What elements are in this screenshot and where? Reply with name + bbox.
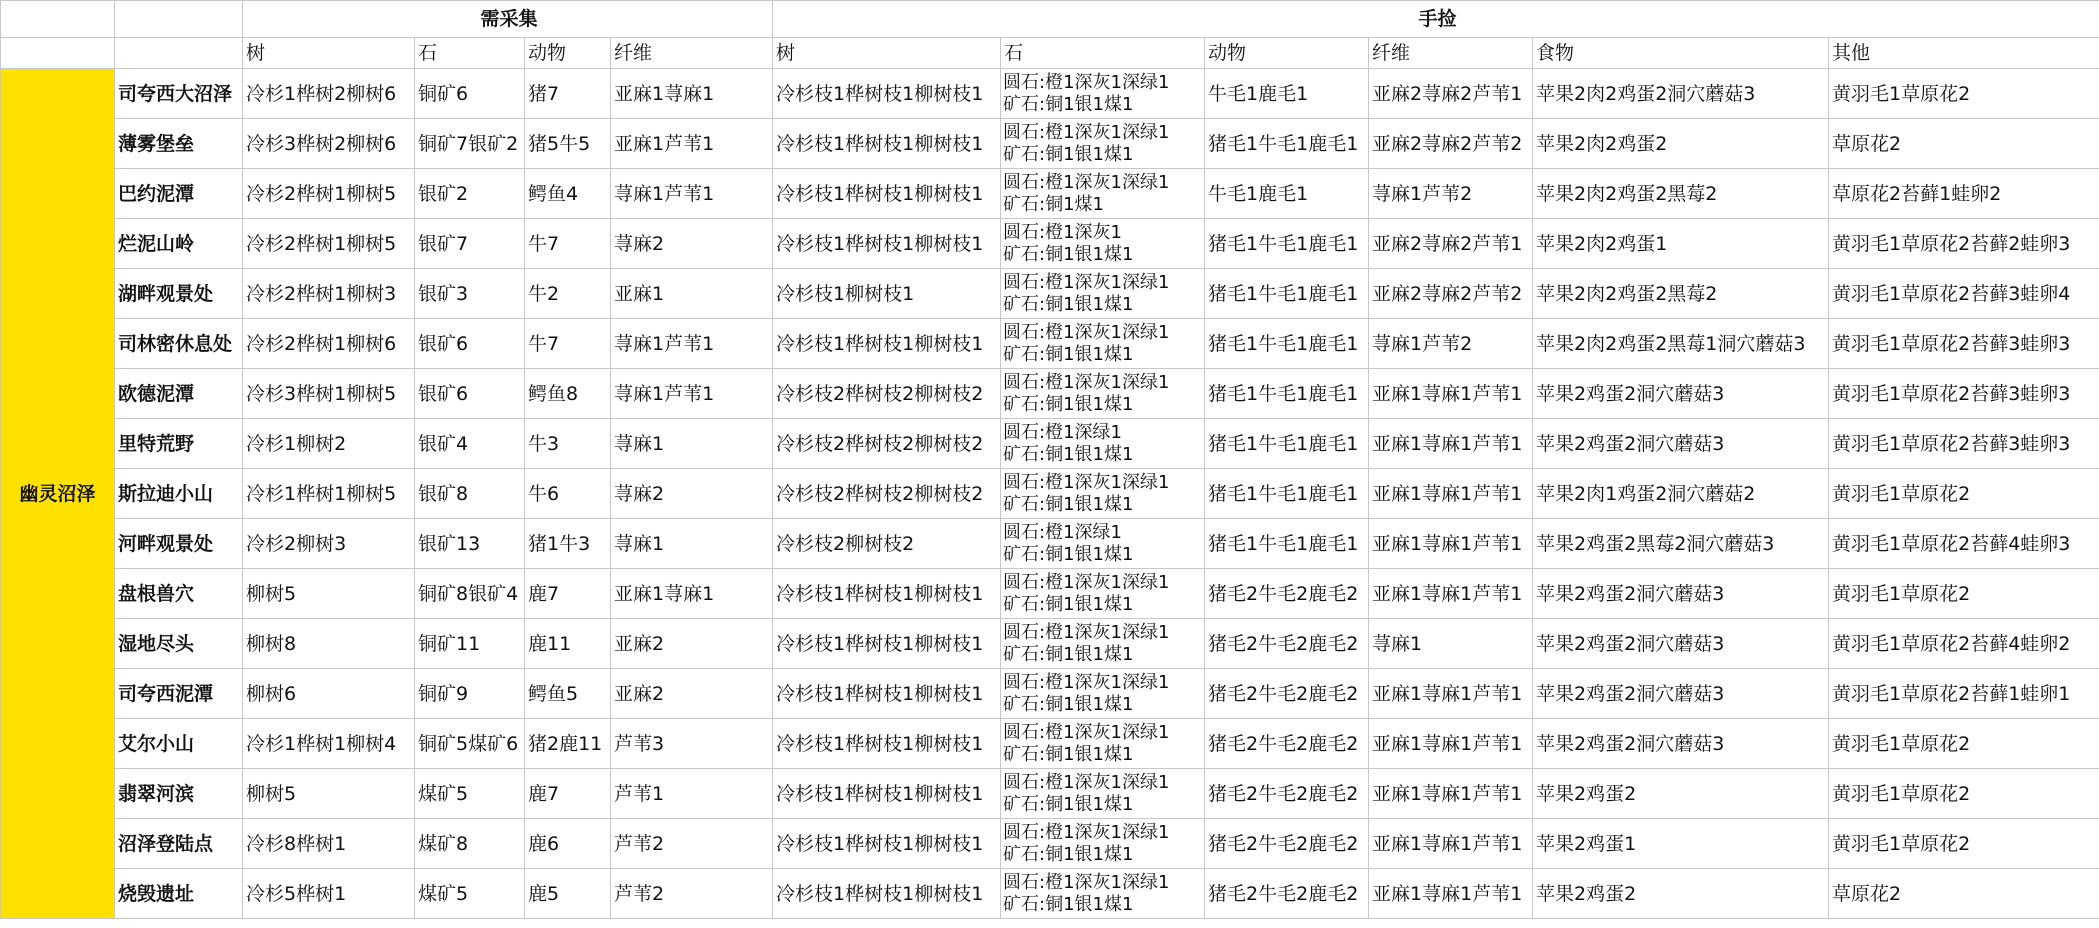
- pickup-tree-cell[interactable]: 冷杉枝1柳树枝1: [773, 269, 1001, 319]
- pickup-other-cell[interactable]: 黄羽毛1草原花2苔藓2蛙卵3: [1829, 219, 2099, 269]
- gather-fiber-cell[interactable]: 亚麻1荨麻1: [611, 69, 773, 119]
- location-name-cell[interactable]: 司夸西大沼泽: [115, 69, 243, 119]
- pickup-stone-cell[interactable]: [1001, 819, 1205, 869]
- gather-fiber-cell[interactable]: 荨麻1芦苇1: [611, 369, 773, 419]
- gather-tree-cell[interactable]: 冷杉1桦树2柳树6: [243, 69, 415, 119]
- stone-line: 圆石:橙1深灰1深绿1: [1003, 721, 1170, 743]
- gather-fiber-cell[interactable]: 亚麻2: [611, 669, 773, 719]
- pickup-tree-cell[interactable]: 冷杉枝2桦树枝2柳树枝2: [773, 369, 1001, 419]
- pickup-stone-cell[interactable]: [1001, 469, 1205, 519]
- pickup-other-cell[interactable]: 黄羽毛1草原花2: [1829, 819, 2099, 869]
- pickup-other-cell[interactable]: 黄羽毛1草原花2: [1829, 569, 2099, 619]
- pickup-stone-cell[interactable]: [1001, 519, 1205, 569]
- ore-line: 矿石:铜1银1煤1: [1003, 893, 1134, 915]
- pickup-other-cell[interactable]: 黄羽毛1草原花2苔藓3蛙卵4: [1829, 269, 2099, 319]
- pickup-food-cell[interactable]: 苹果2鸡蛋2洞穴蘑菇3: [1533, 669, 1829, 719]
- gather-stone-cell[interactable]: 煤矿5: [415, 769, 525, 819]
- stone-line: 圆石:橙1深灰1深绿1: [1003, 671, 1170, 693]
- gather-tree-cell[interactable]: 冷杉3桦树1柳树5: [243, 369, 415, 419]
- pickup-animal-cell[interactable]: 猪毛1牛毛1鹿毛1: [1205, 419, 1369, 469]
- ore-line: 矿石:铜1煤1: [1003, 193, 1104, 215]
- ore-line: 矿石:铜1银1煤1: [1003, 93, 1134, 115]
- ore-line: 矿石:铜1银1煤1: [1003, 743, 1134, 765]
- gather-animal-cell[interactable]: 鹿6: [525, 819, 611, 869]
- gather-tree-cell[interactable]: 柳树8: [243, 619, 415, 669]
- gather-tree-cell[interactable]: 冷杉2桦树1柳树5: [243, 219, 415, 269]
- pickup-fiber-cell[interactable]: 亚麻1荨麻1芦苇1: [1369, 669, 1533, 719]
- gather-tree-cell[interactable]: 冷杉5桦树1: [243, 869, 415, 919]
- gather-stone-cell[interactable]: 煤矿8: [415, 819, 525, 869]
- pickup-tree-cell[interactable]: 冷杉枝2桦树枝2柳树枝2: [773, 469, 1001, 519]
- gather-animal-cell[interactable]: 猪1牛3: [525, 519, 611, 569]
- ore-line: 矿石:铜1银1煤1: [1003, 543, 1134, 565]
- pickup-fiber-cell[interactable]: 亚麻1荨麻1芦苇1: [1369, 469, 1533, 519]
- pickup-animal-cell[interactable]: 猪毛1牛毛1鹿毛1: [1205, 469, 1369, 519]
- pickup-tree-cell[interactable]: 冷杉枝1桦树枝1柳树枝1: [773, 319, 1001, 369]
- pickup-fiber-cell[interactable]: 亚麻2荨麻2芦苇2: [1369, 269, 1533, 319]
- pickup-food-cell[interactable]: 苹果2鸡蛋2: [1533, 869, 1829, 919]
- pickup-other-cell[interactable]: 黄羽毛1草原花2: [1829, 769, 2099, 819]
- pickup-animal-cell[interactable]: 猪毛1牛毛1鹿毛1: [1205, 519, 1369, 569]
- gather-animal-cell[interactable]: 鹿5: [525, 869, 611, 919]
- pickup-stone-cell[interactable]: [1001, 669, 1205, 719]
- pickup-fiber-cell[interactable]: 荨麻1: [1369, 619, 1533, 669]
- pickup-food-cell[interactable]: 苹果2鸡蛋2洞穴蘑菇3: [1533, 619, 1829, 669]
- gather-fiber-cell[interactable]: 亚麻2: [611, 619, 773, 669]
- ore-line: 矿石:铜1银1煤1: [1003, 243, 1134, 265]
- pickup-stone-cell[interactable]: [1001, 419, 1205, 469]
- gather-stone-cell[interactable]: 银矿3: [415, 269, 525, 319]
- gather-animal-cell[interactable]: 牛6: [525, 469, 611, 519]
- gather-tree-cell[interactable]: 冷杉2柳树3: [243, 519, 415, 569]
- blank-cell[interactable]: [1, 1, 115, 38]
- region-cell[interactable]: 幽灵沼泽: [1, 69, 115, 919]
- gather-tree-cell[interactable]: 冷杉1柳树2: [243, 419, 415, 469]
- pickup-food-cell[interactable]: 苹果2鸡蛋2黑莓2洞穴蘑菇3: [1533, 519, 1829, 569]
- table-row: [1, 719, 2099, 769]
- pickup-food-cell[interactable]: 苹果2肉2鸡蛋1: [1533, 219, 1829, 269]
- pickup-tree-cell[interactable]: 冷杉枝2柳树枝2: [773, 519, 1001, 569]
- stone-line: 圆石:橙1深灰1深绿1: [1003, 271, 1170, 293]
- gather-tree-cell[interactable]: 冷杉2桦树1柳树6: [243, 319, 415, 369]
- col-header-pickup-other[interactable]: 其他: [1829, 38, 2099, 69]
- gather-tree-cell[interactable]: 柳树5: [243, 569, 415, 619]
- pickup-food-cell[interactable]: 苹果2鸡蛋2洞穴蘑菇3: [1533, 569, 1829, 619]
- pickup-fiber-cell[interactable]: 亚麻1荨麻1芦苇1: [1369, 569, 1533, 619]
- col-header-pickup-stone[interactable]: 石: [1001, 38, 1205, 69]
- pickup-tree-cell[interactable]: 冷杉枝1桦树枝1柳树枝1: [773, 619, 1001, 669]
- col-header-pickup-tree[interactable]: 树: [773, 38, 1001, 69]
- location-name-cell[interactable]: 河畔观景处: [115, 519, 243, 569]
- location-name-cell[interactable]: 司夸西泥潭: [115, 669, 243, 719]
- pickup-stone-cell[interactable]: [1001, 769, 1205, 819]
- pickup-fiber-cell[interactable]: 亚麻1荨麻1芦苇1: [1369, 719, 1533, 769]
- gather-tree-cell[interactable]: 冷杉8桦树1: [243, 819, 415, 869]
- gather-stone-cell[interactable]: 铜矿9: [415, 669, 525, 719]
- gather-animal-cell[interactable]: 鹿7: [525, 569, 611, 619]
- pickup-tree-cell[interactable]: 冷杉枝1桦树枝1柳树枝1: [773, 219, 1001, 269]
- gather-tree-cell[interactable]: 冷杉1桦树1柳树4: [243, 719, 415, 769]
- pickup-food-cell[interactable]: 苹果2肉2鸡蛋2黑莓2: [1533, 169, 1829, 219]
- table-row: [1, 869, 2099, 919]
- pickup-stone-cell[interactable]: [1001, 219, 1205, 269]
- gather-fiber-cell[interactable]: 亚麻1荨麻1: [611, 569, 773, 619]
- table-row: [1, 769, 2099, 819]
- pickup-stone-cell[interactable]: [1001, 569, 1205, 619]
- gather-animal-cell[interactable]: 牛3: [525, 419, 611, 469]
- gather-animal-cell[interactable]: 鳄鱼5: [525, 669, 611, 719]
- pickup-food-cell[interactable]: 苹果2鸡蛋2洞穴蘑菇3: [1533, 419, 1829, 469]
- col-header-pickup-fiber[interactable]: 纤维: [1369, 38, 1533, 69]
- gather-fiber-cell[interactable]: 亚麻1芦苇1: [611, 119, 773, 169]
- pickup-stone-cell[interactable]: [1001, 619, 1205, 669]
- stone-line: 圆石:橙1深绿1: [1003, 521, 1122, 543]
- pickup-fiber-cell[interactable]: 荨麻1芦苇2: [1369, 169, 1533, 219]
- pickup-fiber-cell[interactable]: 亚麻2荨麻2芦苇1: [1369, 219, 1533, 269]
- gather-stone-cell[interactable]: 铜矿11: [415, 619, 525, 669]
- gather-fiber-cell[interactable]: 荨麻1: [611, 419, 773, 469]
- ore-line: 矿石:铜1银1煤1: [1003, 293, 1134, 315]
- pickup-animal-cell[interactable]: 猪毛2牛毛2鹿毛2: [1205, 769, 1369, 819]
- col-header-gather-stone[interactable]: 石: [415, 38, 525, 69]
- pickup-food-cell[interactable]: 苹果2肉1鸡蛋2洞穴蘑菇2: [1533, 469, 1829, 519]
- pickup-animal-cell[interactable]: 猪毛1牛毛1鹿毛1: [1205, 269, 1369, 319]
- table-row: [1, 119, 2099, 169]
- gather-animal-cell[interactable]: 鹿11: [525, 619, 611, 669]
- pickup-tree-cell[interactable]: 冷杉枝1桦树枝1柳树枝1: [773, 69, 1001, 119]
- pickup-other-cell[interactable]: 黄羽毛1草原花2苔藓4蛙卵3: [1829, 519, 2099, 569]
- table-row: [1, 819, 2099, 869]
- pickup-fiber-cell[interactable]: 亚麻1荨麻1芦苇1: [1369, 519, 1533, 569]
- stone-line: 圆石:橙1深灰1深绿1: [1003, 321, 1170, 343]
- table-row: [1, 319, 2099, 369]
- stone-line: 圆石:橙1深灰1深绿1: [1003, 471, 1170, 493]
- pickup-fiber-cell[interactable]: 亚麻2荨麻2芦苇1: [1369, 69, 1533, 119]
- gather-stone-cell[interactable]: 银矿6: [415, 319, 525, 369]
- pickup-stone-cell[interactable]: [1001, 869, 1205, 919]
- gather-tree-cell[interactable]: 冷杉2桦树1柳树3: [243, 269, 415, 319]
- pickup-animal-cell[interactable]: 猪毛2牛毛2鹿毛2: [1205, 869, 1369, 919]
- location-name-cell[interactable]: 湿地尽头: [115, 619, 243, 669]
- pickup-stone-cell[interactable]: [1001, 719, 1205, 769]
- pickup-animal-cell[interactable]: 猪毛1牛毛1鹿毛1: [1205, 219, 1369, 269]
- pickup-other-cell[interactable]: 黄羽毛1草原花2苔藓3蛙卵3: [1829, 319, 2099, 369]
- location-name-cell[interactable]: 烧毁遗址: [115, 869, 243, 919]
- pickup-tree-cell[interactable]: 冷杉枝1桦树枝1柳树枝1: [773, 719, 1001, 769]
- gather-stone-cell[interactable]: 煤矿5: [415, 869, 525, 919]
- gather-tree-cell[interactable]: 冷杉1桦树1柳树5: [243, 469, 415, 519]
- group-header-pickup[interactable]: 手捡: [773, 1, 2099, 38]
- pickup-fiber-cell[interactable]: 荨麻1芦苇2: [1369, 319, 1533, 369]
- pickup-food-cell[interactable]: 苹果2鸡蛋2: [1533, 769, 1829, 819]
- col-header-pickup-food[interactable]: 食物: [1533, 38, 1829, 69]
- pickup-stone-cell[interactable]: [1001, 169, 1205, 219]
- pickup-food-cell[interactable]: 苹果2肉2鸡蛋2洞穴蘑菇3: [1533, 69, 1829, 119]
- pickup-stone-cell[interactable]: [1001, 319, 1205, 369]
- pickup-other-cell[interactable]: 黄羽毛1草原花2: [1829, 719, 2099, 769]
- pickup-other-cell[interactable]: 黄羽毛1草原花2苔藓3蛙卵3: [1829, 369, 2099, 419]
- gather-fiber-cell[interactable]: 芦苇3: [611, 719, 773, 769]
- pickup-fiber-cell[interactable]: 亚麻1荨麻1芦苇1: [1369, 769, 1533, 819]
- gather-animal-cell[interactable]: 猪2鹿11: [525, 719, 611, 769]
- pickup-other-cell[interactable]: 草原花2: [1829, 119, 2099, 169]
- table-row: [1, 519, 2099, 569]
- pickup-fiber-cell[interactable]: 亚麻1荨麻1芦苇1: [1369, 819, 1533, 869]
- pickup-other-cell[interactable]: 草原花2: [1829, 869, 2099, 919]
- table-row: [1, 169, 2099, 219]
- pickup-animal-cell[interactable]: 牛毛1鹿毛1: [1205, 69, 1369, 119]
- gather-stone-cell[interactable]: 银矿8: [415, 469, 525, 519]
- pickup-tree-cell[interactable]: 冷杉枝1桦树枝1柳树枝1: [773, 669, 1001, 719]
- pickup-animal-cell[interactable]: 牛毛1鹿毛1: [1205, 169, 1369, 219]
- pickup-other-cell[interactable]: 草原花2苔藓1蛙卵2: [1829, 169, 2099, 219]
- pickup-animal-cell[interactable]: 猪毛2牛毛2鹿毛2: [1205, 719, 1369, 769]
- pickup-other-cell[interactable]: 黄羽毛1草原花2苔藓4蛙卵2: [1829, 619, 2099, 669]
- blank-cell[interactable]: [115, 38, 243, 69]
- location-name-cell[interactable]: 翡翠河滨: [115, 769, 243, 819]
- gather-stone-cell[interactable]: 铜矿7银矿2: [415, 119, 525, 169]
- table-row: [1, 219, 2099, 269]
- table-row: [1, 569, 2099, 619]
- gather-animal-cell[interactable]: 猪5牛5: [525, 119, 611, 169]
- pickup-other-cell[interactable]: 黄羽毛1草原花2: [1829, 469, 2099, 519]
- pickup-animal-cell[interactable]: 猪毛1牛毛1鹿毛1: [1205, 369, 1369, 419]
- pickup-stone-cell[interactable]: [1001, 269, 1205, 319]
- location-name-cell[interactable]: 盘根兽穴: [115, 569, 243, 619]
- pickup-tree-cell[interactable]: 冷杉枝2桦树枝2柳树枝2: [773, 419, 1001, 469]
- location-name-cell[interactable]: 欧德泥潭: [115, 369, 243, 419]
- pickup-stone-cell[interactable]: [1001, 119, 1205, 169]
- gather-fiber-cell[interactable]: 芦苇2: [611, 869, 773, 919]
- stone-line: 圆石:橙1深灰1深绿1: [1003, 621, 1170, 643]
- location-name-cell[interactable]: 烂泥山岭: [115, 219, 243, 269]
- gather-fiber-cell[interactable]: 荨麻1: [611, 519, 773, 569]
- pickup-food-cell[interactable]: 苹果2鸡蛋2洞穴蘑菇3: [1533, 719, 1829, 769]
- blank-cell[interactable]: [1, 38, 115, 69]
- gather-tree-cell[interactable]: 冷杉2桦树1柳树5: [243, 169, 415, 219]
- location-name-cell[interactable]: 艾尔小山: [115, 719, 243, 769]
- gather-fiber-cell[interactable]: 荨麻2: [611, 219, 773, 269]
- pickup-tree-cell[interactable]: 冷杉枝1桦树枝1柳树枝1: [773, 119, 1001, 169]
- ore-line: 矿石:铜1银1煤1: [1003, 493, 1134, 515]
- table-row: [1, 469, 2099, 519]
- location-name-cell[interactable]: 湖畔观景处: [115, 269, 243, 319]
- stone-line: 圆石:橙1深灰1深绿1: [1003, 171, 1170, 193]
- gather-fiber-cell[interactable]: 荨麻1芦苇1: [611, 169, 773, 219]
- pickup-fiber-cell[interactable]: 亚麻1荨麻1芦苇1: [1369, 419, 1533, 469]
- location-name-cell[interactable]: 司林密休息处: [115, 319, 243, 369]
- pickup-fiber-cell[interactable]: 亚麻2荨麻2芦苇2: [1369, 119, 1533, 169]
- gather-fiber-cell[interactable]: 亚麻1: [611, 269, 773, 319]
- stone-line: 圆石:橙1深绿1: [1003, 421, 1122, 443]
- pickup-animal-cell[interactable]: 猪毛2牛毛2鹿毛2: [1205, 669, 1369, 719]
- gather-animal-cell[interactable]: 鹿7: [525, 769, 611, 819]
- gather-fiber-cell[interactable]: 荨麻2: [611, 469, 773, 519]
- table-row: [1, 269, 2099, 319]
- pickup-animal-cell[interactable]: 猪毛1牛毛1鹿毛1: [1205, 119, 1369, 169]
- ore-line: 矿石:铜1银1煤1: [1003, 593, 1134, 615]
- stone-line: 圆石:橙1深灰1深绿1: [1003, 771, 1170, 793]
- col-header-gather-fiber[interactable]: 纤维: [611, 38, 773, 69]
- stone-line: 圆石:橙1深灰1深绿1: [1003, 371, 1170, 393]
- blank-cell[interactable]: [115, 1, 243, 38]
- pickup-animal-cell[interactable]: 猪毛2牛毛2鹿毛2: [1205, 819, 1369, 869]
- stone-line: 圆石:橙1深灰1深绿1: [1003, 571, 1170, 593]
- gather-tree-cell[interactable]: 柳树5: [243, 769, 415, 819]
- location-name-cell[interactable]: 斯拉迪小山: [115, 469, 243, 519]
- column-header-row: [1, 38, 2099, 69]
- gather-tree-cell[interactable]: 冷杉3桦树2柳树6: [243, 119, 415, 169]
- gather-stone-cell[interactable]: 铜矿6: [415, 69, 525, 119]
- gather-stone-cell[interactable]: 银矿6: [415, 369, 525, 419]
- table-row: [1, 619, 2099, 669]
- ore-line: 矿石:铜1银1煤1: [1003, 793, 1134, 815]
- gather-stone-cell[interactable]: 银矿2: [415, 169, 525, 219]
- stone-line: 圆石:橙1深灰1深绿1: [1003, 821, 1170, 843]
- gather-tree-cell[interactable]: 柳树6: [243, 669, 415, 719]
- gather-animal-cell[interactable]: 牛7: [525, 219, 611, 269]
- gather-animal-cell[interactable]: 鳄鱼4: [525, 169, 611, 219]
- stone-line: 圆石:橙1深灰1深绿1: [1003, 71, 1170, 93]
- ore-line: 矿石:铜1银1煤1: [1003, 343, 1134, 365]
- gather-fiber-cell[interactable]: 芦苇2: [611, 819, 773, 869]
- gather-animal-cell[interactable]: 鳄鱼8: [525, 369, 611, 419]
- pickup-tree-cell[interactable]: 冷杉枝1桦树枝1柳树枝1: [773, 569, 1001, 619]
- pickup-food-cell[interactable]: 苹果2鸡蛋1: [1533, 819, 1829, 869]
- gather-stone-cell[interactable]: 银矿13: [415, 519, 525, 569]
- stone-line: 圆石:橙1深灰1深绿1: [1003, 121, 1170, 143]
- pickup-stone-cell[interactable]: [1001, 69, 1205, 119]
- col-header-pickup-animal[interactable]: 动物: [1205, 38, 1369, 69]
- pickup-food-cell[interactable]: 苹果2肉2鸡蛋2: [1533, 119, 1829, 169]
- gather-fiber-cell[interactable]: 芦苇1: [611, 769, 773, 819]
- ore-line: 矿石:铜1银1煤1: [1003, 143, 1134, 165]
- ore-line: 矿石:铜1银1煤1: [1003, 393, 1134, 415]
- group-header-row: [1, 1, 2099, 38]
- pickup-fiber-cell[interactable]: 亚麻1荨麻1芦苇1: [1369, 369, 1533, 419]
- stone-line: 圆石:橙1深灰1深绿1: [1003, 871, 1170, 893]
- pickup-food-cell[interactable]: 苹果2肉2鸡蛋2黑莓2: [1533, 269, 1829, 319]
- gather-animal-cell[interactable]: 猪7: [525, 69, 611, 119]
- pickup-tree-cell[interactable]: 冷杉枝1桦树枝1柳树枝1: [773, 819, 1001, 869]
- table-row: [1, 419, 2099, 469]
- gather-animal-cell[interactable]: 牛2: [525, 269, 611, 319]
- col-header-gather-tree[interactable]: 树: [243, 38, 415, 69]
- pickup-tree-cell[interactable]: 冷杉枝1桦树枝1柳树枝1: [773, 869, 1001, 919]
- ore-line: 矿石:铜1银1煤1: [1003, 643, 1134, 665]
- gather-fiber-cell[interactable]: 荨麻1芦苇1: [611, 319, 773, 369]
- pickup-food-cell[interactable]: 苹果2鸡蛋2洞穴蘑菇3: [1533, 369, 1829, 419]
- location-name-cell[interactable]: 沼泽登陆点: [115, 819, 243, 869]
- pickup-fiber-cell[interactable]: 亚麻1荨麻1芦苇1: [1369, 869, 1533, 919]
- location-name-cell[interactable]: 薄雾堡垒: [115, 119, 243, 169]
- stone-line: 圆石:橙1深灰1: [1003, 221, 1122, 243]
- pickup-other-cell[interactable]: 黄羽毛1草原花2苔藓1蛙卵1: [1829, 669, 2099, 719]
- gather-stone-cell[interactable]: 银矿4: [415, 419, 525, 469]
- pickup-stone-cell[interactable]: [1001, 369, 1205, 419]
- col-header-gather-animal[interactable]: 动物: [525, 38, 611, 69]
- gather-stone-cell[interactable]: 铜矿5煤矿6: [415, 719, 525, 769]
- location-name-cell[interactable]: 里特荒野: [115, 419, 243, 469]
- gather-animal-cell[interactable]: 牛7: [525, 319, 611, 369]
- ore-line: 矿石:铜1银1煤1: [1003, 693, 1134, 715]
- location-name-cell[interactable]: 巴约泥潭: [115, 169, 243, 219]
- group-header-gather[interactable]: 需采集: [243, 1, 773, 38]
- pickup-tree-cell[interactable]: 冷杉枝1桦树枝1柳树枝1: [773, 769, 1001, 819]
- gather-stone-cell[interactable]: 铜矿8银矿4: [415, 569, 525, 619]
- table-row: [1, 369, 2099, 419]
- pickup-food-cell[interactable]: 苹果2肉2鸡蛋2黑莓1洞穴蘑菇3: [1533, 319, 1829, 369]
- pickup-tree-cell[interactable]: 冷杉枝1桦树枝1柳树枝1: [773, 169, 1001, 219]
- table-row: [1, 669, 2099, 719]
- pickup-animal-cell[interactable]: 猪毛2牛毛2鹿毛2: [1205, 619, 1369, 669]
- pickup-other-cell[interactable]: 黄羽毛1草原花2: [1829, 69, 2099, 119]
- pickup-animal-cell[interactable]: 猪毛1牛毛1鹿毛1: [1205, 319, 1369, 369]
- ore-line: 矿石:铜1银1煤1: [1003, 843, 1134, 865]
- pickup-animal-cell[interactable]: 猪毛2牛毛2鹿毛2: [1205, 569, 1369, 619]
- gather-stone-cell[interactable]: 银矿7: [415, 219, 525, 269]
- ore-line: 矿石:铜1银1煤1: [1003, 443, 1134, 465]
- pickup-other-cell[interactable]: 黄羽毛1草原花2苔藓3蛙卵3: [1829, 419, 2099, 469]
- table-row: [1, 69, 2099, 119]
